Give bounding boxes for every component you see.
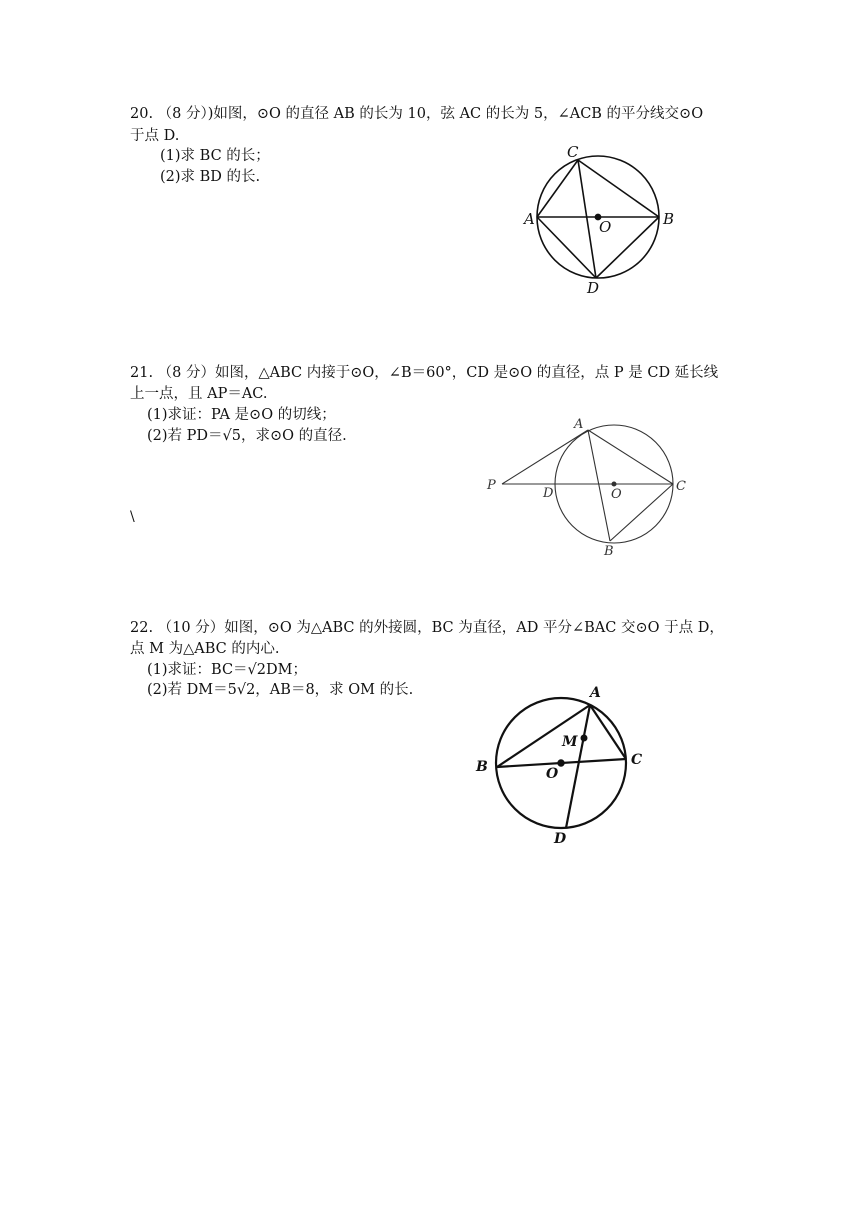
fig21-center-dot <box>612 482 616 486</box>
fig21-label-b: B <box>604 544 614 559</box>
fig22-label-d: D <box>554 831 567 847</box>
fig22-label-m: M <box>562 734 578 750</box>
fig20-label-o: O <box>599 218 612 236</box>
fig20-chord-ca <box>537 160 578 217</box>
fig22-label-b: B <box>476 759 488 775</box>
q20-stem-line1: 20. （8 分）)如图，⊙O 的直径 AB 的长为 10，弦 AC 的长为 5，∠ACB 的平分线交⊙O <box>130 106 704 122</box>
stray-backslash: \ <box>130 509 135 525</box>
q22-stem-line2: 点 M 为△ABC 的内心. <box>130 641 280 657</box>
fig21-label-a: A <box>574 417 584 432</box>
fig21-label-d: D <box>543 486 554 501</box>
figure-22 <box>496 698 626 828</box>
fig21-label-p: P <box>487 478 496 493</box>
fig20-chord-cb <box>578 160 659 217</box>
q20-part2: (2)求 BD 的长. <box>160 169 261 185</box>
fig22-chord-ac <box>590 705 626 759</box>
fig21-label-c: C <box>676 479 686 494</box>
fig21-segment-pa <box>502 430 588 484</box>
fig20-chord-cd <box>578 160 596 278</box>
fig21-chord-ab <box>588 430 610 541</box>
q22-part1: (1)求证：BC＝√2DM； <box>147 662 307 678</box>
fig20-label-b: B <box>663 210 675 228</box>
fig20-label-d: D <box>587 279 600 297</box>
q21-part1: (1)求证：PA 是⊙O 的切线； <box>147 407 336 423</box>
q20-stem-line2: 于点 D. <box>130 128 180 144</box>
fig22-chord-ad <box>566 705 590 828</box>
fig22-label-a: A <box>590 685 601 701</box>
figure-20 <box>537 156 659 278</box>
fig20-label-a: A <box>524 210 535 228</box>
q20-part1: (1)求 BC 的长； <box>160 148 270 164</box>
q21-part2: (2)若 PD＝√5，求⊙O 的直径. <box>147 428 347 444</box>
q21-stem-line2: 上一点，且 AP＝AC. <box>130 386 268 402</box>
q22-part2: (2)若 DM＝5√2，AB＝8，求 OM 的长. <box>147 682 414 698</box>
fig21-chord-ac <box>588 430 673 484</box>
fig22-label-o: O <box>546 766 559 782</box>
fig22-incenter-dot <box>582 736 587 741</box>
fig22-label-c: C <box>631 752 643 768</box>
fig21-label-o: O <box>611 487 622 502</box>
fig20-label-c: C <box>567 143 579 161</box>
q22-stem-line1: 22. （10 分）如图，⊙O 为△ABC 的外接圆，BC 为直径，AD 平分∠BAC 交⊙O 于点 D， <box>130 620 724 636</box>
q21-stem-line1: 21. （8 分）如图，△ABC 内接于⊙O，∠B＝60°，CD 是⊙O 的直径，点 P 是 CD 延长线 <box>130 365 719 381</box>
fig22-center-dot <box>558 760 563 765</box>
figure-21 <box>502 425 673 543</box>
